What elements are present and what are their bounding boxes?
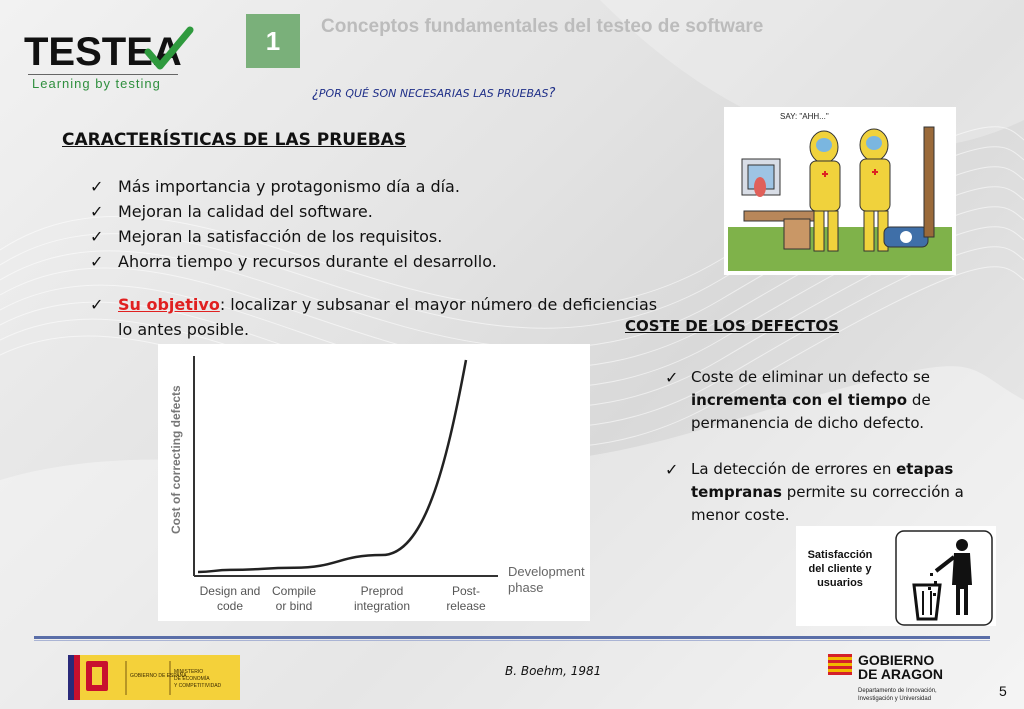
gobierno-espana-logo [68, 655, 240, 700]
citation: B. Boehm, 1981 [505, 664, 602, 678]
spain-gov-text: GOBIERNO DE ESPAÑA [130, 673, 187, 679]
list-item-text: Mejoran la calidad del software. [118, 202, 373, 221]
check-icon: ✓ [90, 202, 104, 221]
cost-curve-series [198, 360, 466, 572]
characteristics-list [90, 174, 497, 274]
list-item-text: Ahorra tiempo y recursos durante el desarrollo. [118, 252, 497, 271]
logo-text: TESTEA [24, 30, 182, 74]
cost-item-bold: incrementa con el tiempo [691, 391, 908, 409]
aragon-dept-text: Investigación y Universidad [858, 696, 932, 702]
x-tick-label: Compile [271, 584, 317, 598]
cost-item-text: La detección de errores en [691, 460, 897, 478]
gobierno-aragon-logo [828, 652, 978, 704]
subtitle-suffix: ? [548, 86, 556, 101]
list-item-text: Más importancia y protagonismo día a día. [118, 177, 460, 196]
objective-item [90, 292, 690, 342]
cost-item-bold: etapas tempranas [691, 460, 954, 501]
list-item-text: Mejoran la satisfacción de los requisitos. [118, 227, 443, 246]
aragon-text: GOBIERNO [858, 652, 935, 668]
x-tick-label: code [216, 599, 244, 613]
check-icon: ✓ [665, 368, 679, 387]
footer-divider-thin [34, 640, 990, 641]
list-item [90, 199, 497, 224]
aragon-dept-text: Departamento de Innovación, [858, 688, 937, 694]
list-item [90, 224, 497, 249]
x-tick-label: Preprod [360, 584, 404, 598]
spain-ministry-text: MINISTERIO [174, 669, 204, 675]
checkmark-icon [144, 26, 194, 74]
objective-text-line2: lo antes posible. [118, 320, 250, 339]
cost-item-text: permite su corrección a menor coste. [691, 483, 964, 524]
x-tick-label: release [446, 599, 486, 613]
list-item [90, 249, 497, 274]
x-tick-label: Design and [199, 584, 261, 598]
cost-item-text: Coste de eliminar un defecto se [691, 368, 930, 386]
aragon-text: DE ARAGON [858, 666, 944, 682]
list-item [665, 366, 995, 435]
check-icon: ✓ [90, 177, 104, 196]
spain-ministry-text: DE ECONOMÍA [174, 676, 210, 682]
x-tick-label: or bind [275, 599, 313, 613]
page-number: 5 [999, 683, 1007, 699]
x-tick-label: integration [353, 599, 411, 613]
list-item [90, 174, 497, 199]
logo-tagline: Learning by testing [32, 76, 161, 91]
x-axis-label: phase [508, 580, 544, 595]
check-icon: ✓ [90, 252, 104, 271]
list-item [665, 458, 995, 527]
satisfaction-line: usuarios [817, 577, 863, 589]
footer-divider [34, 636, 990, 639]
x-tick-label: Post- [451, 584, 481, 598]
chapter-badge: 1 [246, 14, 300, 68]
x-axis-label: Development [508, 564, 585, 579]
defect-cost-list [665, 366, 995, 550]
trash-person-icon [894, 529, 994, 627]
characteristics-heading: CARACTERÍSTICAS DE LAS PRUEBAS [62, 130, 407, 150]
y-axis-label: Cost of correcting defects [169, 385, 183, 534]
boehm-cost-chart [158, 344, 590, 621]
objective-text: : localizar y subsanar el mayor número de deficiencias [219, 295, 658, 314]
cartoon-caption: SAY: "AHH..." [780, 112, 829, 121]
check-icon: ✓ [90, 295, 104, 314]
testea-logo [24, 26, 184, 96]
subtitle-text: POR QUÉ SON NECESARIAS LAS PRUEBAS [318, 87, 549, 100]
defect-cost-heading: COSTE DE LOS DEFECTOS [625, 317, 839, 335]
page-title: Conceptos fundamentales del testeo de software [321, 16, 764, 37]
check-icon: ✓ [665, 460, 679, 479]
satisfaction-line: del cliente y [808, 563, 872, 575]
satisfaction-line: Satisfacción [807, 549, 873, 561]
spain-ministry-text: Y COMPETITIVIDAD [174, 683, 222, 689]
satisfaction-label [802, 548, 878, 590]
logo-divider [28, 74, 178, 75]
hazmat-cartoon-image [724, 107, 956, 275]
page-subtitle [312, 86, 555, 101]
objective-label: Su objetivo [118, 295, 220, 314]
subtitle-prefix: ¿ [312, 86, 319, 101]
cost-item-text: de permanencia de dicho defecto. [691, 391, 931, 432]
check-icon: ✓ [90, 227, 104, 246]
